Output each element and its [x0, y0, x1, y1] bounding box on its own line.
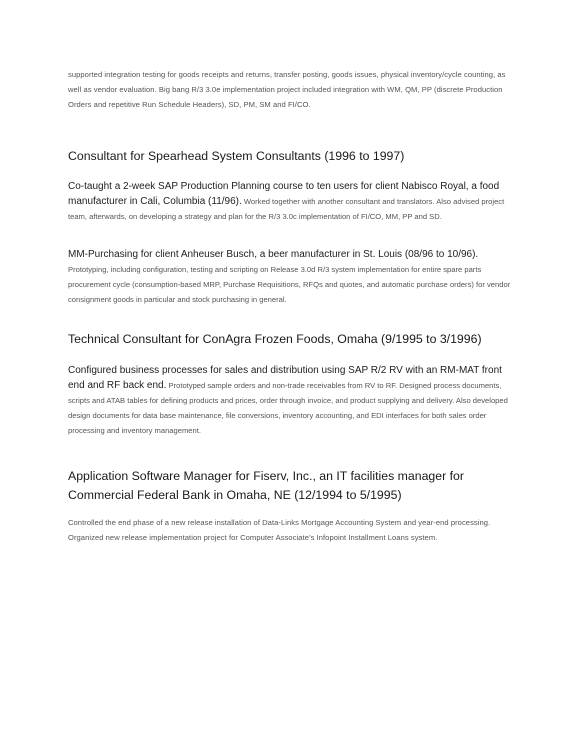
entry-body: Prototyped sample orders and non-trade receivables from RV to RF. Designed process documents, scripts and ATAB tables for defining products and prices, order through invoice, and product supplying and delivery. Also developed design documents for data base maintenance, file conversions, inventory accounting, and EDI interfaces for both sales order processing and inventory management.: [68, 381, 508, 435]
section-heading-spearhead: Consultant for Spearhead System Consultants (1996 to 1997): [68, 149, 405, 163]
entry-body: Prototyping, including configuration, testing and scripting on Release 3.0d R/3 system implementation for entire spare parts procurement cycle (consumption-based MRP, Purchase Requisitions, RFQs and quotes, and automatic purchase orders) for vendor consignment goods in particular and stock purchasing in general.: [68, 265, 511, 304]
entry-lead: Configured business processes for sales and distribution using SAP R/2 RV with an RM-MAT front end and RF back end.: [68, 365, 502, 391]
entry-body: Worked together with another consultant and translators. Also advised project team, afterwards, on developing a strategy and plan for the R/3 3.0c implementation of FI/CO, MM, PP and SD.: [68, 197, 505, 221]
entry-anheuser-busch: [68, 247, 518, 307]
resume-page: [68, 67, 518, 545]
entry-lead: Co-taught a 2-week SAP Production Planning course to ten users for client Nabisco Royal, a food manufacturer in Cali, Columbia (11/96).: [68, 181, 500, 207]
entry-lead: MM-Purchasing for client Anheuser Busch, a beer manufacturer in St. Louis (08/96 to 10/96).: [68, 249, 479, 260]
section-heading-fiserv: Application Software Manager for Fiserv, Inc., an IT facilities manager for Commercial Federal Bank in Omaha, NE (12/1994 to 5/1995): [68, 469, 464, 502]
entry-conagra: [68, 363, 518, 438]
section-heading-conagra: Technical Consultant for ConAgra Frozen Foods, Omaha (9/1995 to 3/1996): [68, 332, 482, 346]
entry-nabisco: [68, 179, 518, 224]
entry-fiserv: Controlled the end phase of a new release installation of Data-Links Mortgage Accounting System and year-end processing. Organized new release implementation project for Computer Associate’s Infopoint Installment Loans system.: [68, 518, 491, 542]
intro-paragraph: supported integration testing for goods receipts and returns, transfer posting, goods issues, physical inventory/cycle counting, as well as vendor evaluation. Big bang R/3 3.0e implementation project included integration with WM, QM, PP (discrete Production Orders and repetitive Run Schedule Headers), SD, PM, SM and FI/CO.: [68, 70, 506, 109]
